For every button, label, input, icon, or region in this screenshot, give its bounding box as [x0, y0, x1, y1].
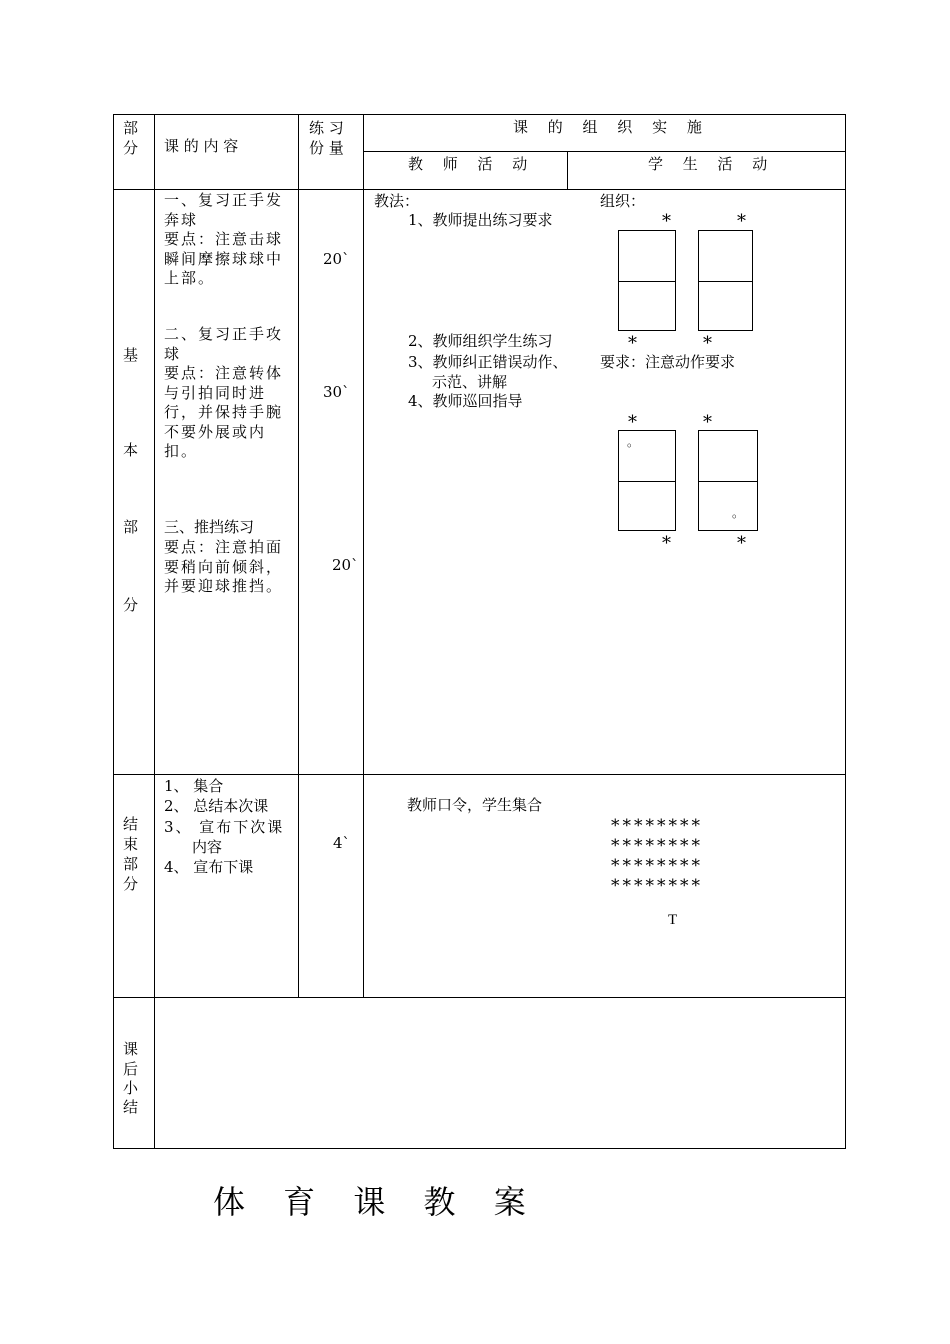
basic-item-3-point: 要点：注意拍面要稍向前倾斜，并要迎球推挡。 [164, 538, 284, 595]
player-star: * [662, 211, 671, 232]
basic-item-1-title: 一、复习正手发奔球 [164, 191, 284, 229]
closing-item-2: 2、 总结本次课 [164, 797, 269, 815]
closing-label-char: 束 [123, 835, 139, 853]
header-bottom-line [113, 189, 846, 190]
player-star: * [737, 533, 746, 554]
teacher-step-3-cont: 示范、讲解 [432, 373, 508, 391]
student-requirement: 要求：注意动作要求 [600, 353, 736, 371]
formation-row: ******** [611, 816, 703, 836]
basic-item-1-amount: 20` [323, 250, 350, 268]
net-line [619, 281, 675, 282]
player-star: * [703, 412, 712, 433]
closing-label-char: 分 [123, 875, 139, 893]
basic-bottom-line [113, 774, 846, 775]
closing-item-4: 4、 宣布下课 [164, 858, 254, 876]
teacher-position-mark: T [668, 912, 678, 928]
header-organization-label: 课 的 组 织 实 施 [513, 118, 710, 136]
teacher-step-3: 3、教师纠正错误动作、 [408, 353, 568, 371]
table-tennis-table-diagram [698, 230, 753, 331]
net-line [699, 281, 752, 282]
closing-item-3-cont: 内容 [192, 838, 223, 856]
basic-item-1-point: 要点：注意击球瞬间摩擦球球中上部。 [164, 230, 284, 287]
player-star: * [628, 412, 637, 433]
formation-row: ******** [611, 876, 703, 896]
basic-label-char: 部 [123, 518, 139, 536]
table-tennis-table-diagram [698, 430, 758, 531]
player-star: * [703, 333, 712, 354]
closing-label-char: 部 [123, 855, 139, 873]
closing-item-3: 3、 宣布下次课 [164, 818, 285, 836]
header-subrow-line [363, 151, 846, 152]
header-section-label: 部分 [123, 119, 139, 157]
basic-item-2-title: 二、复习正手攻球 [164, 325, 284, 363]
col-divider-2 [298, 114, 299, 998]
summary-label-char: 后 [123, 1060, 139, 1078]
closing-item-1: 1、 集合 [164, 777, 224, 795]
basic-item-2-point: 要点：注意转体与引拍同时进行，并保持手腕不要外展或内扣。 [164, 364, 284, 460]
header-amount-label: 练 习 份 量 [309, 119, 344, 157]
teacher-step-4: 4、教师巡回指导 [408, 392, 523, 410]
player-star: * [662, 533, 671, 554]
col-divider-1 [154, 114, 155, 1149]
closing-teacher-activity: 教师口令，学生集合 [407, 796, 543, 814]
col-divider-3 [363, 114, 364, 998]
teacher-step-1: 1、教师提出练习要求 [408, 211, 553, 229]
student-org-label: 组织： [600, 192, 646, 210]
basic-item-3-amount: 20` [332, 556, 359, 574]
basic-item-3-title: 三、推挡练习 [164, 518, 255, 536]
net-line [699, 481, 757, 482]
net-line [619, 481, 675, 482]
table-right-border [845, 114, 846, 1149]
basic-label-char: 基 [123, 346, 139, 364]
ball-mark: 。 [627, 435, 640, 449]
summary-label-char: 课 [123, 1040, 139, 1058]
summary-label-char: 结 [123, 1098, 139, 1116]
table-bottom-border [113, 1148, 846, 1149]
table-left-border [113, 114, 114, 1149]
document-title: 体 育 课 教 案 [213, 1183, 540, 1221]
table-top-border [113, 114, 846, 115]
summary-label-char: 小 [123, 1079, 139, 1097]
teacher-method-label: 教法： [374, 192, 420, 210]
basic-item-2-amount: 30` [323, 383, 350, 401]
header-content-label: 课 的 内 容 [164, 137, 239, 155]
basic-label-char: 本 [123, 441, 139, 459]
closing-amount: 4` [333, 834, 351, 852]
formation-row: ******** [611, 856, 703, 876]
header-student-label: 学 生 活 动 [648, 155, 775, 173]
teacher-step-2: 2、教师组织学生练习 [408, 332, 553, 350]
player-star: * [737, 211, 746, 232]
ball-mark: 。 [732, 506, 745, 520]
basic-label-char: 分 [123, 596, 139, 614]
closing-bottom-line [113, 997, 846, 998]
closing-label-char: 结 [123, 815, 139, 833]
table-tennis-table-diagram [618, 230, 676, 331]
player-star: * [628, 333, 637, 354]
col-divider-4 [567, 151, 568, 189]
formation-row: ******** [611, 836, 703, 856]
header-teacher-label: 教 师 活 动 [408, 155, 535, 173]
